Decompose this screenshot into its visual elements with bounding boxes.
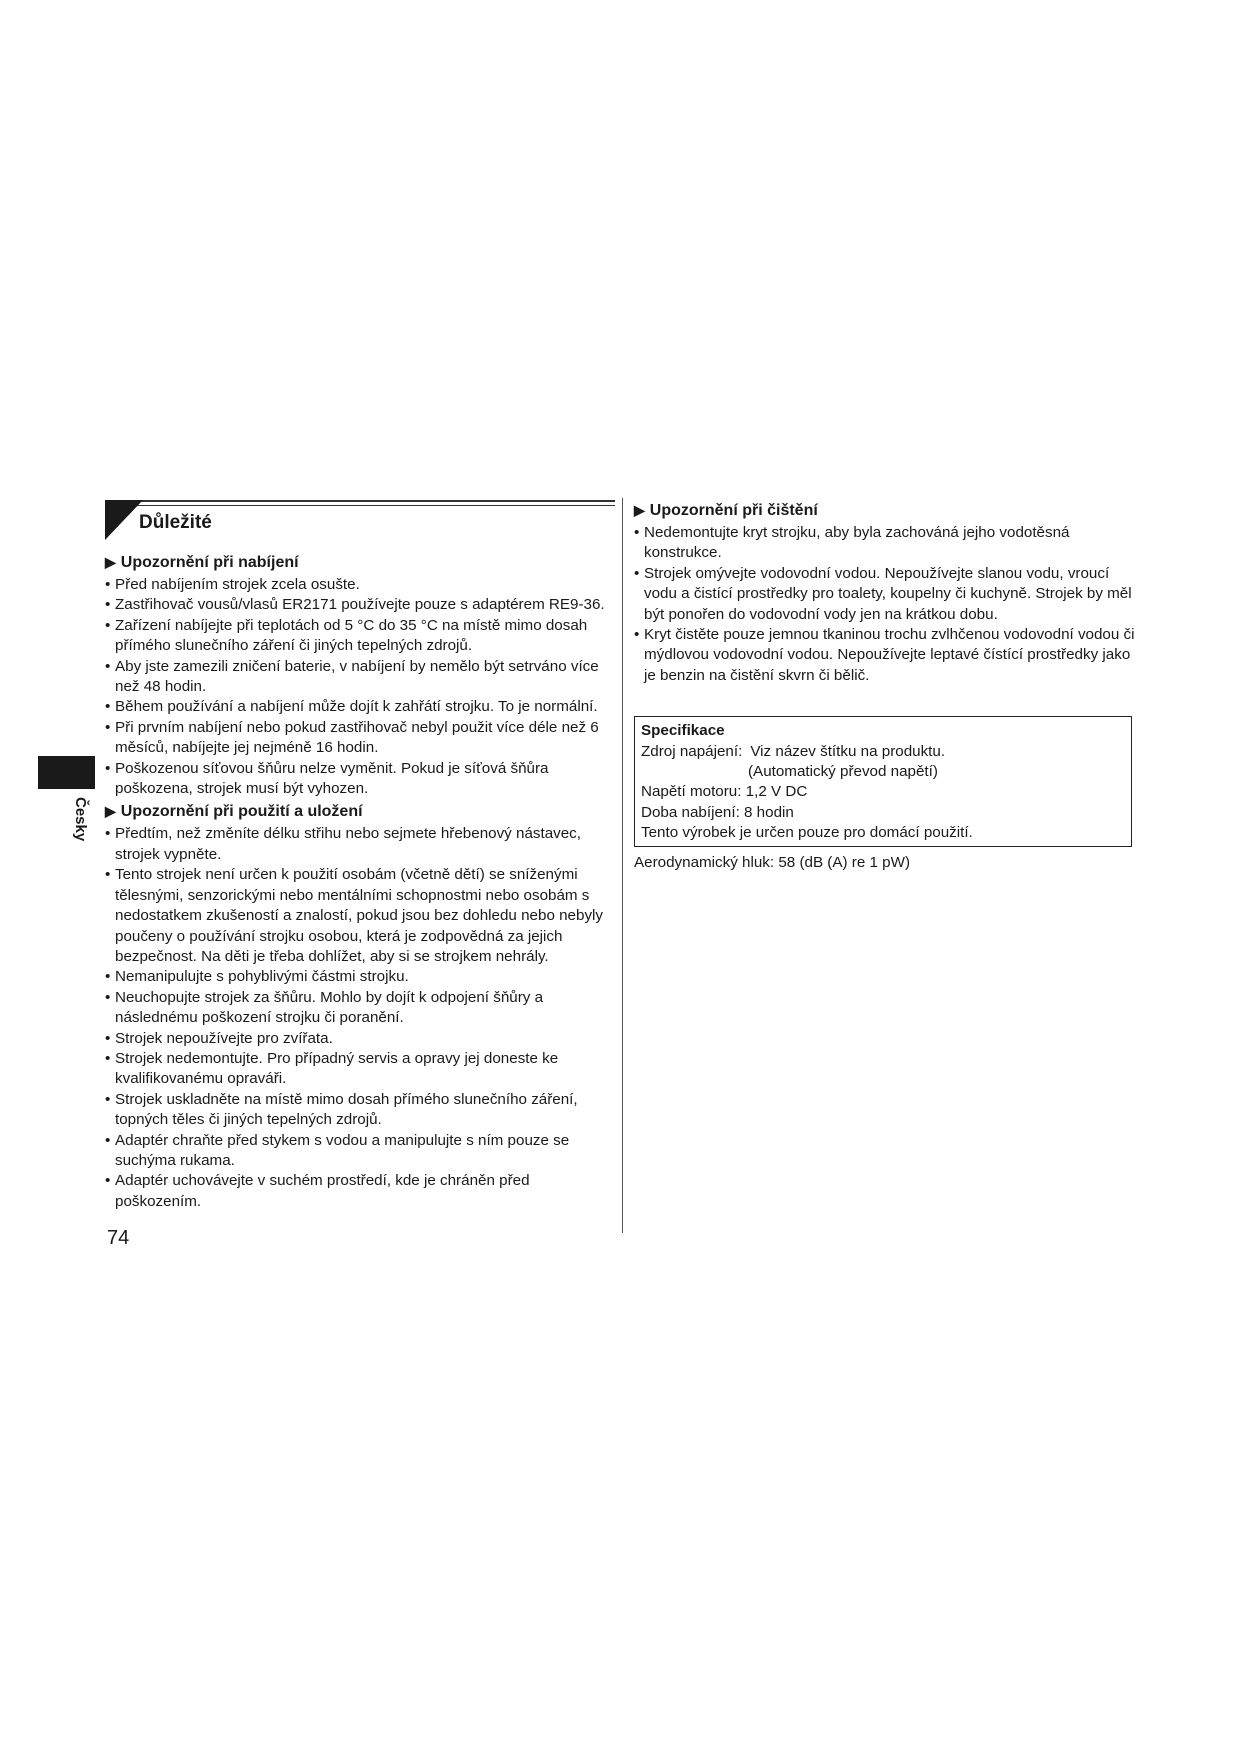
spec-usage: Tento výrobek je určen pouze pro domácí použití. bbox=[641, 824, 973, 842]
arrow-right-icon: ▶ bbox=[105, 554, 116, 570]
spec-power-note: (Automatický převod napětí) bbox=[748, 763, 938, 781]
list-item: • Strojek omývejte vodovodní vodou. Nepoužívejte slanou vodu, vroucí vodu a čistící prostředky pro toalety, koupelny či kuchyně. Strojek by měl být ponořen do vodovodní vody jen na krátkou dobu. bbox=[634, 564, 1139, 625]
list-item: • Kryt čistěte pouze jemnou tkaninou trochu zvlhčenou vodovodní vodou či mýdlovou vodovodní vodou. Nepoužívejte leptavé čístící prostředky jako je benzin na čistění skvrn či bělič. bbox=[634, 625, 1139, 686]
arrow-right-icon: ▶ bbox=[634, 502, 645, 518]
list-item: • Nedemontujte kryt strojku, aby byla zachováná jejho vodotěsná konstrukce. bbox=[634, 523, 1139, 564]
list-item: • Zařízení nabíjejte při teplotách od 5 °C do 35 °C na místě mimo dosah přímého slunečního záření či jiných tepelných zdrojů. bbox=[105, 616, 615, 657]
spec-power-label: Zdroj napájení: bbox=[641, 742, 743, 760]
language-tab-marker bbox=[38, 756, 95, 789]
noise-spec: Aerodynamický hluk: 58 (dB (A) re 1 pW) bbox=[634, 853, 911, 871]
section-heading: Upozornění při použití a uložení bbox=[120, 803, 363, 821]
spec-title: Specifikace bbox=[641, 722, 725, 740]
list-item: • Před nabíjením strojek zcela osušte. bbox=[105, 575, 615, 595]
spec-power-row bbox=[641, 742, 1125, 762]
section-cleaning bbox=[634, 500, 1139, 686]
corner-triangle-icon bbox=[105, 500, 143, 540]
section-heading: Upozornění při čištění bbox=[649, 502, 818, 519]
important-header bbox=[105, 500, 615, 544]
specifications-box bbox=[634, 716, 1132, 846]
page-number: 74 bbox=[107, 1227, 130, 1249]
spec-charge: Doba nabíjení: 8 hodin bbox=[641, 803, 794, 821]
list-item: • Neuchopujte strojek za šňůru. Mohlo by dojít k odpojení šňůry a následnému poškození strojku či poranění. bbox=[105, 988, 615, 1029]
important-title: Důležité bbox=[139, 512, 212, 533]
spec-motor: Napětí motoru: 1,2 V DC bbox=[641, 783, 808, 801]
list-item: • Zastřihovač vousů/vlasů ER2171 používejte pouze s adaptérem RE9-36. bbox=[105, 595, 615, 615]
spec-power-value: Viz název štítku na produktu. bbox=[750, 742, 946, 760]
section-heading: Upozornění při nabíjení bbox=[120, 554, 299, 571]
section-charging bbox=[105, 552, 615, 799]
list-item: • Adaptér chraňte před stykem s vodou a manipulujte s ním pouze se suchýma rukama. bbox=[105, 1131, 615, 1172]
list-item: • Tento strojek není určen k použití osobám (včetně dětí) se sníženými tělesnými, senzorickými nebo mentálními schopnostmi nebo osobám s nedostatkem zkušeností a znalostí, pokud jsou bez dohledu nebo nebyly poučeny o používání strojku osobou, která je zodpovědná za jejich bezpečnost. Na děti je třeba dohlížet, aby si se strojkem nehrály. bbox=[105, 865, 615, 967]
column-divider bbox=[622, 498, 623, 1233]
list-item: • Aby jste zamezili zničení baterie, v nabíjení by nemělo být setrváno více než 48 hodin. bbox=[105, 657, 615, 698]
list-item: • Strojek uskladněte na místě mimo dosah přímého slunečního záření, topných těles či jiných tepelných zdrojů. bbox=[105, 1090, 615, 1131]
section-use-storage bbox=[105, 801, 615, 1212]
list-item: • Při prvním nabíjení nebo pokud zastřihovač nebyl použit více déle než 6 měsíců, nabíjejte jej nejméně 16 hodin. bbox=[105, 718, 615, 759]
left-column bbox=[105, 500, 615, 1214]
list-item: • Předtím, než změníte délku střihu nebo sejmete hřebenový nástavec, strojek vypněte. bbox=[105, 824, 615, 865]
list-item: • Strojek nedemontujte. Pro případný servis a opravy jej doneste ke kvalifikovanému opraváři. bbox=[105, 1049, 615, 1090]
list-item: • Strojek nepoužívejte pro zvířata. bbox=[105, 1029, 615, 1049]
right-column bbox=[634, 500, 1139, 873]
list-item: • Během používání a nabíjení může dojít k zahřátí strojku. To je normální. bbox=[105, 697, 615, 717]
list-item: • Nemanipulujte s pohyblivými částmi strojku. bbox=[105, 967, 615, 987]
language-label: Česky bbox=[72, 797, 89, 842]
list-item: • Adaptér uchovávejte v suchém prostředí, kde je chráněn před poškozením. bbox=[105, 1171, 615, 1212]
list-item: • Poškozenou síťovou šňůru nelze vyměnit. Pokud je síťová šňůra poškozena, strojek musí být vyhozen. bbox=[105, 759, 615, 800]
arrow-right-icon: ▶ bbox=[105, 803, 116, 820]
